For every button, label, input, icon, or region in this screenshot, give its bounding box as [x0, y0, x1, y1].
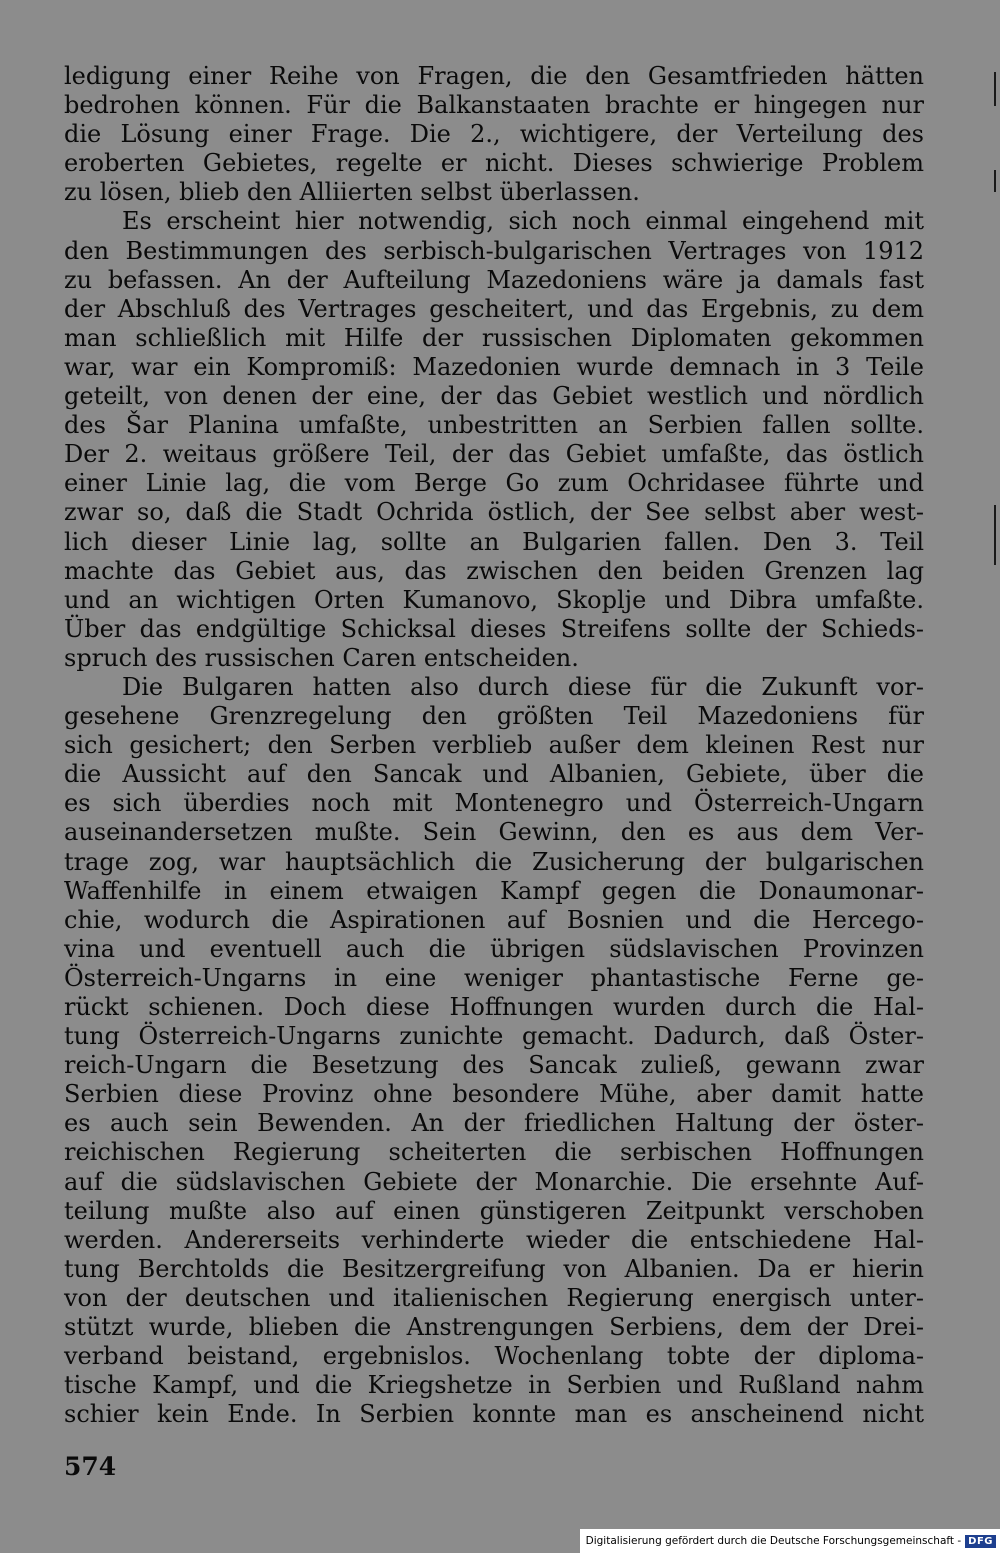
- text-line: Über das endgültige Schicksal dieses Streifens sollte der Schieds-: [64, 614, 924, 643]
- text-line: reichischen Regierung scheiterten die serbischen Hoffnungen: [64, 1138, 924, 1167]
- text-line: von der deutschen und italienischen Regierung energisch unter-: [64, 1283, 924, 1312]
- text-line: chie, wodurch die Aspirationen auf Bosnien und die Hercego-: [64, 905, 924, 934]
- text-line: gesehene Grenzregelung den größten Teil Mazedoniens für: [64, 702, 924, 731]
- text-line: tung Berchtolds die Besitzergreifung von Albanien. Da er hierin: [64, 1254, 924, 1283]
- text-line: teilung mußte also auf einen günstigeren Zeitpunkt verschoben: [64, 1196, 924, 1225]
- text-line: und an wichtigen Orten Kumanovo, Skoplje und Dibra umfaßte.: [64, 585, 924, 614]
- text-line: rückt schienen. Doch diese Hoffnungen wurden durch die Hal-: [64, 993, 924, 1021]
- text-line: verband beistand, ergebnislos. Wochenlang tobte der diploma-: [64, 1342, 924, 1371]
- text-line: machte das Gebiet aus, das zwischen den beiden Grenzen lag: [64, 556, 924, 585]
- scan-edge-mark: [994, 170, 996, 192]
- text-line: trage zog, war hauptsächlich die Zusicherung der bulgarischen: [64, 847, 924, 876]
- text-line: es sich überdies noch mit Montenegro und Österreich-Ungarn: [64, 789, 924, 818]
- scan-edge-mark: [994, 72, 996, 106]
- text-line: auseinandersetzen mußte. Sein Gewinn, den es aus dem Ver-: [64, 818, 924, 847]
- text-line: stützt wurde, blieben die Anstrengungen Serbiens, dem der Drei-: [64, 1313, 924, 1342]
- text-line: Der 2. weitaus größere Teil, der das Gebiet umfaßte, das östlich: [64, 440, 924, 469]
- footer-credit-text: Digitalisierung gefördert durch die Deutsche Forschungsgemeinschaft -: [585, 1535, 962, 1547]
- page-number: 574: [64, 1452, 117, 1481]
- text-line: bedrohen können. Für die Balkanstaaten brachte er hingegen nur: [64, 91, 924, 120]
- text-line: auf die südslavischen Gebiete der Monarchie. Die ersehnte Auf-: [64, 1167, 924, 1196]
- text-line: eroberten Gebietes, regelte er nicht. Dieses schwierige Problem: [64, 149, 924, 178]
- text-line: lich dieser Linie lag, sollte an Bulgarien fallen. Den 3. Teil: [64, 527, 924, 556]
- text-line: geteilt, von denen der eine, der das Gebiet westlich und nördlich: [64, 382, 924, 411]
- text-line: der Abschluß des Vertrages gescheitert, und das Ergebnis, zu dem: [64, 294, 924, 323]
- text-line: es auch sein Bewenden. An der friedlichen Haltung der öster-: [64, 1109, 924, 1138]
- text-line: Österreich-Ungarns in eine weniger phantastische Ferne ge-: [64, 963, 924, 992]
- text-line: reich-Ungarn die Besetzung des Sancak zuließ, gewann zwar: [64, 1051, 924, 1080]
- text-line: Serbien diese Provinz ohne besondere Mühe, aber damit hatte: [64, 1080, 924, 1109]
- text-line: die Aussicht auf den Sancak und Albanien, Gebiete, über die: [64, 760, 924, 789]
- paragraph-start-line: Die Bulgaren hatten also durch diese für die Zukunft vor-: [122, 672, 924, 701]
- text-line: zu befassen. An der Aufteilung Mazedoniens wäre ja damals fast: [64, 265, 924, 294]
- text-line: tung Österreich-Ungarns zunichte gemacht. Dadurch, daß Öster-: [64, 1022, 924, 1051]
- paragraph-start-line: Es erscheint hier notwendig, sich noch einmal eingehend mit: [122, 207, 924, 236]
- text-line: werden. Andererseits verhinderte wieder die entschiedene Hal-: [64, 1225, 924, 1254]
- text-line: die Lösung einer Frage. Die 2., wichtigere, der Verteilung des: [64, 120, 924, 149]
- text-line: zu lösen, blieb den Alliierten selbst überlassen.: [64, 178, 640, 207]
- text-line: war, war ein Kompromiß: Mazedonien wurde demnach in 3 Teile: [64, 352, 924, 381]
- text-line: sich gesichert; den Serben verblieb außer dem kleinen Rest nur: [64, 731, 924, 760]
- text-line: Waffenhilfe in einem etwaigen Kampf gegen die Donaumonar-: [64, 876, 924, 905]
- dfg-logo-icon: DFG: [965, 1535, 996, 1548]
- text-line: tische Kampf, und die Kriegshetze in Serbien und Rußland nahm: [64, 1371, 924, 1400]
- digitization-footer: [580, 1529, 1000, 1553]
- page-body: [64, 62, 924, 1429]
- text-line: vina und eventuell auch die übrigen südslavischen Provinzen: [64, 934, 924, 963]
- text-line: spruch des russischen Caren entscheiden.: [64, 643, 579, 672]
- text-line: zwar so, daß die Stadt Ochrida östlich, der See selbst aber west-: [64, 498, 924, 527]
- text-line: den Bestimmungen des serbisch-bulgarischen Vertrages von 1912: [64, 236, 924, 265]
- scan-edge-mark: [994, 505, 996, 565]
- text-line: einer Linie lag, die vom Berge Go zum Ochridasee führte und: [64, 469, 924, 498]
- text-line: schier kein Ende. In Serbien konnte man es anscheinend nicht: [64, 1400, 924, 1429]
- text-line: des Šar Planina umfaßte, unbestritten an Serbien fallen sollte.: [64, 411, 924, 440]
- text-line: ledigung einer Reihe von Fragen, die den Gesamtfrieden hätten: [64, 62, 924, 90]
- text-line: man schließlich mit Hilfe der russischen Diplomaten gekommen: [64, 323, 924, 352]
